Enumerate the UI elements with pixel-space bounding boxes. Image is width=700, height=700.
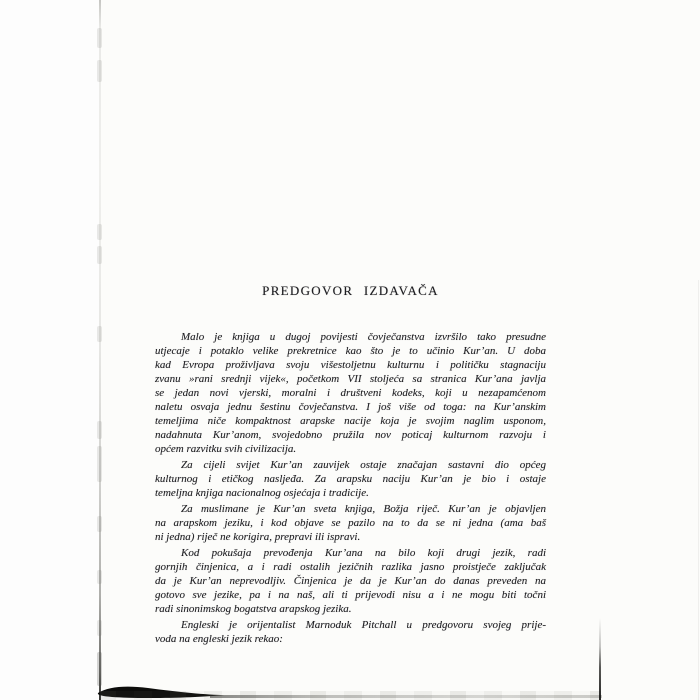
page-body [155, 330, 546, 648]
page-title: PREDGOVOR IZDAVAČA [262, 283, 439, 298]
text-line: kulturnog i etičkog nasljeđa. Za arapsku naciju Kur’an je bio i ostaje [155, 473, 546, 485]
scan-smudge [97, 516, 102, 532]
scan-smudge [97, 28, 102, 48]
paragraph [155, 330, 546, 456]
scan-smudge [97, 60, 102, 82]
page-spine-shadow-line [99, 0, 101, 700]
scan-smudge [97, 446, 102, 482]
paragraph [155, 502, 546, 544]
scan-smudge [97, 620, 102, 636]
text-line: ni jedna) riječ ne korigira, prepravi ili ispravi. [155, 531, 361, 543]
scan-smudge [97, 224, 102, 240]
scan-frame-edge [698, 280, 699, 700]
scan-smudge [97, 652, 102, 686]
text-line: radi sinonimskog bogatstva arapskog jezika. [155, 603, 352, 615]
text-line: Za muslimane je Kur’an sveta knjiga, Božja riječ. Kur’an je objavljen [181, 503, 546, 515]
paragraph [155, 546, 546, 616]
text-line: da je Kur’an neprevodljiv. Činjenica je da je Kur’an do danas preveden na [155, 575, 546, 587]
text-line: temeljima niče kompaktnost arapske nacije koja je svojim naglim usponom, [155, 415, 546, 427]
text-line: Kod pokušaja prevođenja Kur’ana na bilo koji drugi jezik, radi [181, 547, 546, 559]
scan-smudge [97, 570, 102, 584]
paragraph [155, 618, 546, 646]
text-line: Malo je knjiga u dugoj povijesti čovječanstva izvršilo tako presudne [181, 331, 546, 343]
text-line: se jedan novi vjerski, moralni i društveni kodeks, koji u nezapamćenom [155, 387, 546, 399]
scan-smudge [97, 421, 102, 439]
scan-gutter-strip [0, 0, 99, 700]
text-line: zvanu »rani srednji vijek«, početkom VII stoljeća sa stranica Kur’ana javlja [155, 373, 546, 385]
text-line: temeljna knjiga nacionalnog osjećaja i tradicije. [155, 487, 369, 499]
text-line: voda na engleski jezik rekao: [155, 633, 283, 645]
page-right-edge-shadow [599, 618, 601, 700]
text-line: utjecaje i potaklo velike prekretnice kao što je to učinio Kur’an. U doba [155, 345, 546, 357]
text-line: gotovo sve jezike, pa i na naš, ali ti prijevodi nisu a i ne mogu biti točni [155, 589, 546, 601]
text-line: gornjih činjenica, a i radi ostalih jezičnih razlika jasno proistječe zaključak [155, 561, 546, 573]
scan-smudge [97, 326, 102, 342]
text-line: na arapskom jeziku, i kod objave se pazilo na to da se ni jedna (ama baš [155, 517, 546, 529]
text-line: nadahnuta Kur’anom, svojedobno pružila nov poticaj kulturnom razvoju i [155, 429, 546, 441]
scan-bottom-mottle [100, 691, 601, 700]
paragraph [155, 458, 546, 500]
scan-smudge [97, 246, 102, 264]
text-line: naletu osvaja jednu šestinu čovječanstva. I još više od toga: na Kur’anskim [155, 401, 546, 413]
text-line: Za cijeli svijet Kur’an zauvijek ostaje značajan sastavni dio općeg [181, 459, 546, 471]
text-line: općem razvitku svih civilizacija. [155, 443, 297, 455]
text-line: kad Evropa proživljava svoju višestoljetnu kulturnu i političku stagnaciju [155, 359, 546, 371]
text-line: Engleski je orijentalist Marnoduk Pitchall u predgovoru svojeg prije- [181, 619, 546, 631]
